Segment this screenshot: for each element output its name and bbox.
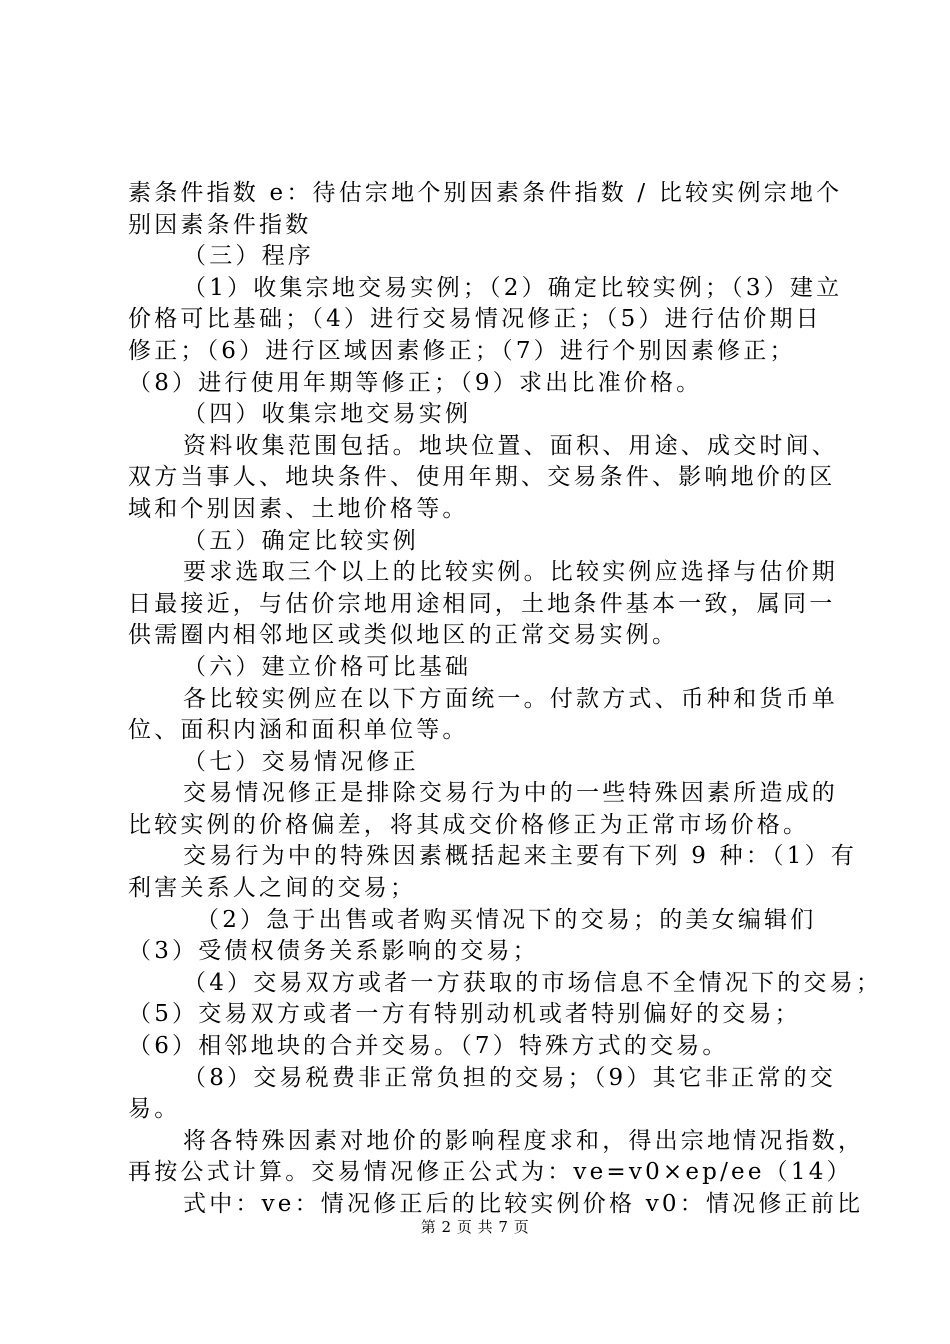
- text-line: （8）进行使用年期等修正；（9）求出比准价格。: [128, 369, 703, 396]
- text-line: 交易情况修正是排除交易行为中的一些特殊因素所造成的: [183, 780, 838, 807]
- text-line: （四）收集宗地交易实例: [183, 401, 472, 428]
- text-line: 修正；（6）进行区域因素修正；（7）进行个别因素修正；: [128, 337, 796, 364]
- text-line: （五）确定比较实例: [183, 527, 419, 554]
- text-line: （3）受债权债务关系影响的交易；: [128, 938, 539, 965]
- text-line: 式中：ve：情况修正后的比较实例价格 v0：情况修正前比: [183, 1191, 864, 1217]
- text-line: 域和个别因素、土地价格等。: [128, 495, 469, 522]
- text-line: （4）交易双方或者一方获取的市场信息不全情况下的交易；: [183, 969, 883, 996]
- text-line: 利害关系人之间的交易；: [128, 875, 417, 902]
- text-line: （三）程序: [183, 243, 314, 270]
- text-line: 比较实例的价格偏差，将其成交价格修正为正常市场价格。: [128, 811, 810, 838]
- text-line: 再按公式计算。交易情况修正公式为：ve=v0×ep/ee（14）: [128, 1159, 853, 1186]
- text-line: 易。: [128, 1096, 181, 1123]
- text-line: 资料收集范围包括。地块位置、面积、用途、成交时间、: [183, 432, 838, 459]
- text-line: （6）相邻地块的合并交易。（7）特殊方式的交易。: [128, 1033, 729, 1060]
- text-line: 各比较实例应在以下方面统一。付款方式、币种和货币单: [183, 685, 838, 712]
- text-line: 要求选取三个以上的比较实例。比较实例应选择与估价期: [183, 559, 838, 586]
- text-line: （5）交易双方或者一方有特别动机或者特别偏好的交易；: [128, 1001, 801, 1028]
- text-line: 价格可比基础；（4）进行交易情况修正；（5）进行估价期日: [128, 306, 822, 333]
- text-line: 素条件指数 e：待估宗地个别因素条件指数 / 比较实例宗地个: [128, 180, 843, 206]
- text-line: 交易行为中的特殊因素概括起来主要有下列 9 种：（1）有: [183, 843, 857, 870]
- text-line: （1）收集宗地交易实例；（2）确定比较实例；（3）建立: [183, 274, 843, 301]
- text-line: 双方当事人、地块条件、使用年期、交易条件、影响地价的区: [128, 464, 836, 491]
- text-line: （8）交易税费非正常负担的交易；（9）其它非正常的交: [183, 1064, 836, 1091]
- text-line: 供需圈内相邻地区或类似地区的正常交易实例。: [128, 622, 679, 649]
- text-line: （七）交易情况修正: [183, 748, 419, 775]
- document-body: [128, 178, 883, 1221]
- text-line: 将各特殊因素对地价的影响程度求和，得出宗地情况指数，: [183, 1127, 865, 1154]
- text-line: （2）急于出售或者购买情况下的交易；的美女编辑们: [196, 906, 817, 933]
- text-line: 别因素条件指数: [128, 211, 312, 238]
- text-line: 位、面积内涵和面积单位等。: [128, 717, 469, 744]
- text-line: （六）建立价格可比基础: [183, 653, 472, 680]
- text-line: 日最接近，与估价宗地用途相同，土地条件基本一致，属同一: [128, 590, 836, 617]
- page-footer: 第 2 页 共 7 页: [420, 1218, 530, 1236]
